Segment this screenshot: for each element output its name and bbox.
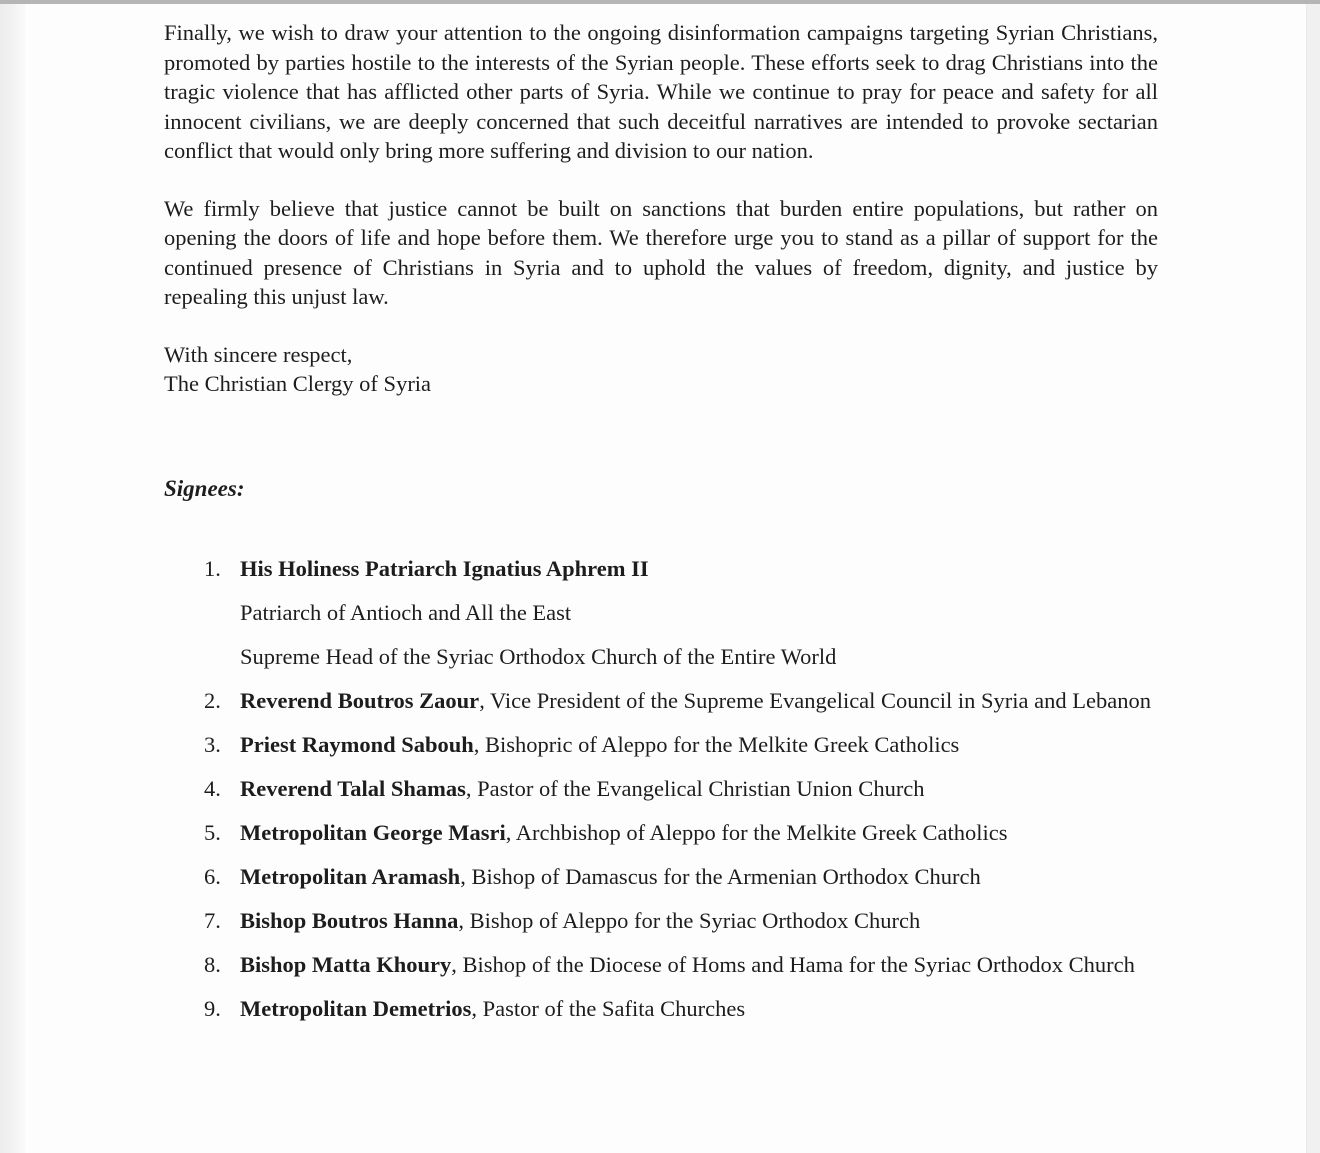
signee-description: , Pastor of the Evangelical Christian Union Church <box>465 776 925 801</box>
signee-name: Metropolitan George Masri <box>240 820 506 845</box>
signee-number: 4. <box>204 776 221 801</box>
viewer-right-margin <box>1307 4 1320 1153</box>
signee-number: 2. <box>204 688 221 713</box>
signee-name: Metropolitan Demetrios <box>240 996 472 1021</box>
closing-signature: The Christian Clergy of Syria <box>164 371 432 396</box>
signee-name: Bishop Matta Khoury <box>240 952 452 977</box>
signee-name: Metropolitan Aramash <box>240 864 461 889</box>
viewer-left-margin <box>0 4 27 1153</box>
viewer-top-edge <box>0 0 1320 4</box>
document-page <box>27 4 1307 1153</box>
signee-extra-line: Patriarch of Antioch and All the East <box>240 600 572 625</box>
letter-body <box>28 4 1306 1031</box>
signee-description: , Bishop of the Diocese of Homs and Hama for the Syriac Orthodox Church <box>451 952 1135 977</box>
signee-item <box>164 547 1158 679</box>
signee-description: , Vice President of the Supreme Evangelical Council in Syria and Lebanon <box>479 688 1151 713</box>
signee-description: , Bishop of Aleppo for the Syriac Orthodox Church <box>458 908 921 933</box>
signee-name: Reverend Talal Shamas <box>240 776 466 801</box>
signees-heading: Signees: <box>164 475 245 501</box>
signee-description: , Pastor of the Safita Churches <box>471 996 746 1021</box>
closing-salutation: With sincere respect, <box>164 341 353 367</box>
signee-description: , Archbishop of Aleppo for the Melkite Greek Catholics <box>505 820 1008 845</box>
signee-name: Priest Raymond Sabouh <box>240 732 474 757</box>
signee-item <box>164 723 1158 767</box>
signee-number: 5. <box>204 820 221 845</box>
signee-item <box>164 767 1158 811</box>
signee-item <box>164 679 1158 723</box>
paragraph-justice: We firmly believe that justice cannot be built on sanctions that burden entire populations, but rather on opening the doors of life and hope before them. We therefore urge you to stand as a pillar of support for the continued presence of Christians in Syria and to uphold the values of freedom, dignity, and justice by repealing this unjust law. <box>164 195 1158 309</box>
signee-item <box>164 899 1158 943</box>
signee-number: 9. <box>204 996 221 1021</box>
signee-number: 3. <box>204 732 221 757</box>
signee-number: 7. <box>204 908 221 933</box>
signees-list <box>164 547 1306 1031</box>
signee-extra-line: Supreme Head of the Syriac Orthodox Church of the Entire World <box>240 644 837 669</box>
signee-number: 6. <box>204 864 221 889</box>
signee-description: , Bishopric of Aleppo for the Melkite Greek Catholics <box>473 732 960 757</box>
signee-description: , Bishop of Damascus for the Armenian Orthodox Church <box>460 864 981 889</box>
signee-number: 8. <box>204 952 221 977</box>
signee-item <box>164 811 1158 855</box>
signee-item <box>164 855 1158 899</box>
signee-name: Reverend Boutros Zaour <box>240 688 480 713</box>
paragraph-disinformation: Finally, we wish to draw your attention to the ongoing disinformation campaigns targeting Syrian Christians, promoted by parties hostile to the interests of the Syrian people. These efforts seek to drag Christians into the tragic violence that has afflicted other parts of Syria. While we continue to pray for peace and safety for all innocent civilians, we are deeply concerned that such deceitful narratives are intended to provoke sectarian conflict that would only bring more suffering and division to our nation. <box>164 20 1158 163</box>
signee-number: 1. <box>204 556 221 581</box>
signee-item <box>164 987 1158 1031</box>
signee-item <box>164 943 1158 987</box>
signee-name: His Holiness Patriarch Ignatius Aphrem II <box>240 556 649 581</box>
signee-name: Bishop Boutros Hanna <box>240 908 459 933</box>
